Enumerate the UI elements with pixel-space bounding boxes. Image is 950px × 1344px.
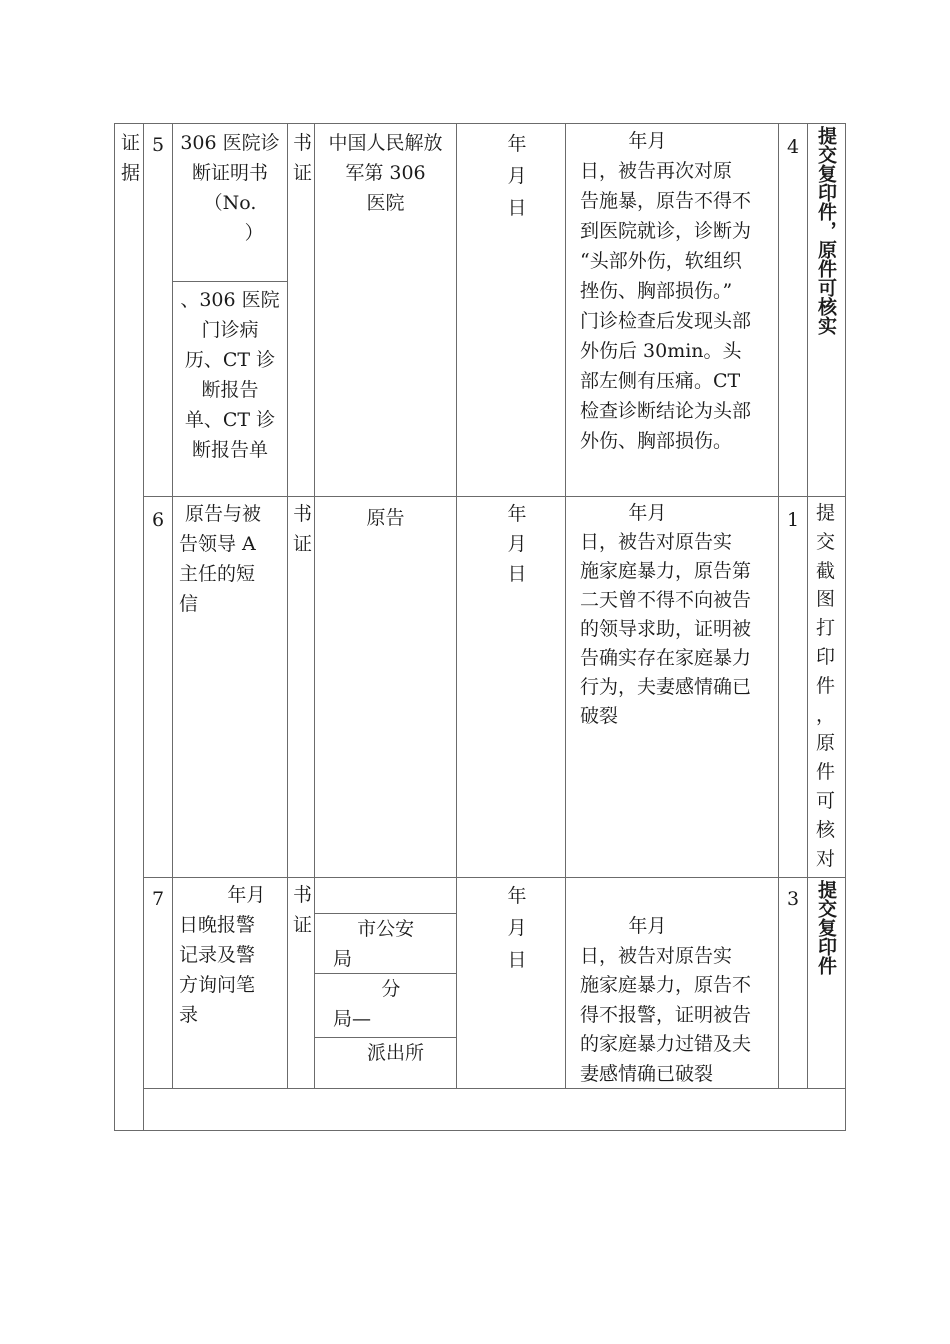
row7-purpose-cell	[565, 877, 779, 1089]
row7-name: 年月 日晚报警 记录及警 方询问笔 录	[179, 884, 266, 1026]
row7-no-cell	[143, 877, 173, 1089]
row7-remark-cell	[807, 877, 846, 1089]
row7-no: 7	[152, 888, 165, 910]
row5-no: 5	[152, 134, 165, 156]
row7-source-3-cell	[314, 973, 457, 1038]
row5-name-a: 306 医院诊 断证明书 （No. ）	[180, 132, 280, 244]
row5-purpose-cell	[565, 123, 779, 497]
row6-source: 原告	[366, 507, 405, 529]
row7-source-2-cell	[314, 913, 457, 974]
row6-name-cell	[172, 496, 288, 878]
row5-pages-cell	[778, 123, 808, 497]
section-label-cell	[114, 123, 144, 1131]
row6-name: 原告与被 告领导 A 主任的短 信	[179, 503, 262, 615]
row5-name-b-cell	[172, 281, 288, 497]
row5-type: 书 证	[293, 132, 313, 184]
row7-pages-cell	[778, 877, 808, 1089]
row7-type: 书 证	[293, 884, 313, 936]
row7-source-2: 市公安 局	[333, 918, 415, 970]
row6-purpose: 年月 日，被告对原告实 施家庭暴力，原告第 二天曾不得不向被告 的领导求助，证明被 告确实存在家庭暴力 行为，夫妻感情确已 破裂	[580, 502, 752, 727]
row5-pages: 4	[787, 136, 800, 158]
row6-pages: 1	[787, 509, 800, 531]
section-label: 证 据	[121, 132, 141, 184]
row6-date: 年 月 日	[507, 503, 527, 585]
row5-type-cell	[287, 123, 315, 497]
row5-remark: 提交复印件，原件可核实	[815, 126, 837, 335]
row5-source-cell	[314, 123, 457, 497]
row6-no: 6	[152, 509, 165, 531]
row6-date-cell	[456, 496, 566, 878]
row7-purpose: 年月 日，被告对原告实 施家庭暴力，原告不 得不报警，证明被告 的家庭暴力过错及夫 妻感情确已破裂	[580, 915, 752, 1085]
row6-source-cell	[314, 496, 457, 878]
row7-name-cell	[172, 877, 288, 1089]
row5-date: 年 月 日	[507, 133, 527, 219]
row5-remark-cell	[807, 123, 846, 497]
row7-source-1-cell	[314, 877, 457, 914]
row5-date-cell	[456, 123, 566, 497]
row7-type-cell	[287, 877, 315, 1089]
row5-name-a-cell	[172, 123, 288, 282]
row6-type-cell	[287, 496, 315, 878]
row6-type: 书 证	[293, 503, 313, 555]
row5-source: 中国人民解放 军第 306 医院	[328, 132, 443, 214]
row6-remark: 提 交 截 图 打 印 件 ， 原 件 可 核 对	[816, 502, 836, 870]
row6-remark-cell	[807, 496, 846, 878]
row7-date-cell	[456, 877, 566, 1089]
row5-name-b: 、306 医院 门诊病 历、CT 诊 断报告 单、CT 诊 断报告单	[180, 289, 280, 461]
row7-pages: 3	[787, 888, 800, 910]
empty-row-cell	[143, 1088, 846, 1131]
row7-source-4-cell	[314, 1037, 457, 1089]
row6-pages-cell	[778, 496, 808, 878]
row6-purpose-cell	[565, 496, 779, 878]
row6-no-cell	[143, 496, 173, 878]
row5-purpose: 年月 日，被告再次对原 告施暴，原告不得不 到医院就诊，诊断为 “头部外伤，软组织 挫伤、胸部损伤。” 门诊检查后发现头部 外伤后 30min。头 部左侧有压痛。CT 检查诊断结论为头部 外伤、胸部损伤。	[580, 130, 752, 452]
row7-date: 年 月 日	[507, 885, 527, 971]
row5-no-cell	[143, 123, 173, 497]
row7-source-3: 分 局—	[333, 978, 401, 1030]
row7-remark: 提交复印件	[815, 880, 837, 975]
row7-source-4: 派出所	[366, 1042, 424, 1064]
